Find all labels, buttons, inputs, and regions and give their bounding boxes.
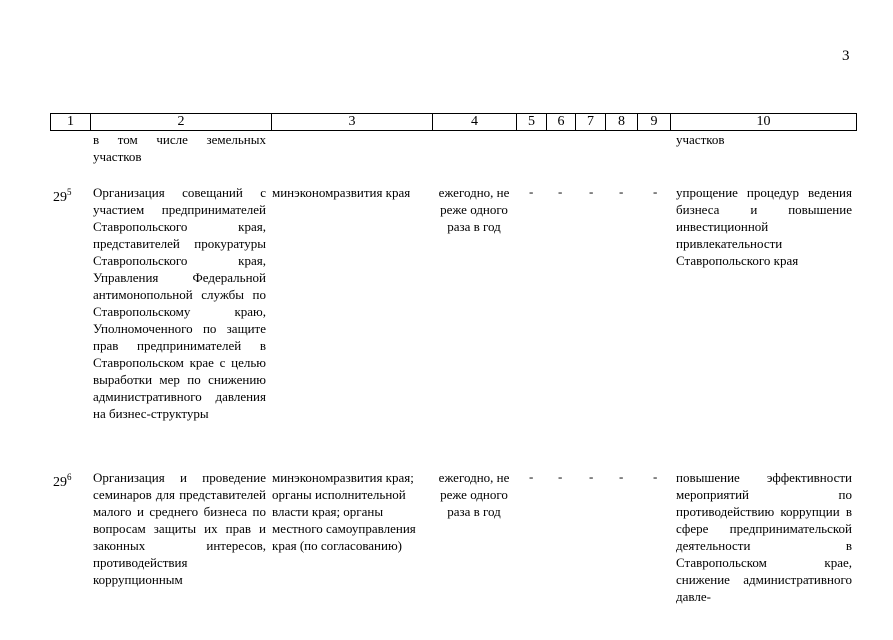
column-header-9: 9 xyxy=(638,114,671,131)
row-29-6-period: ежегодно, не реже одного раза в год xyxy=(438,470,510,519)
continuation-result-text: участков xyxy=(676,132,725,147)
column-header-10: 10 xyxy=(671,114,857,131)
column-header-table xyxy=(50,113,857,131)
row-29-5-period: ежегодно, не реже одного раза в год xyxy=(438,185,510,234)
page-number: 3 xyxy=(842,48,850,64)
row-29-5-col7-dash: - xyxy=(589,184,594,199)
row-29-6-result: повышение эффективности мероприятий по противодействию коррупции в сфере предпринимательской деятельности в Ставропольском крае, снижение административного давле- xyxy=(676,470,852,604)
row-29-6-col9-dash: - xyxy=(653,469,658,484)
row-29-5-measure: Организация совещаний с участием предпринимателей Ставропольского края, представителей прокуратуры Ставропольского края, Управления Федеральной антимонопольной службы по Ставропольскому краю, Уполномоченного по защите прав предпринимателей в Ставропольском крае с целью выработки мер по снижению административного давления на бизнес-структуры xyxy=(93,185,266,421)
column-header-2: 2 xyxy=(91,114,272,131)
row-29-6-measure: Организация и проведение семинаров для представителей малого и среднего бизнеса по вопросам защиты их прав и законных интересов, противодействия коррупционным xyxy=(93,470,266,587)
column-header-7: 7 xyxy=(576,114,606,131)
row-29-6-executor: минэкономразвития края; органы исполнительной власти края; органы местного самоуправления края (по согласованию) xyxy=(272,470,416,553)
column-header-8: 8 xyxy=(606,114,638,131)
row-29-6-col7-dash: - xyxy=(589,469,594,484)
row-29-6-col5-dash: - xyxy=(529,469,534,484)
column-header-1: 1 xyxy=(51,114,91,131)
column-header-3: 3 xyxy=(272,114,433,131)
row-29-5-col9-dash: - xyxy=(653,184,658,199)
column-header-5: 5 xyxy=(517,114,547,131)
row-29-5-col5-dash: - xyxy=(529,184,534,199)
row-29-5-executor: минэкономразвития края xyxy=(272,185,411,200)
row-29-6-col8-dash: - xyxy=(619,469,624,484)
continuation-measure-text: в том числе земельных участков xyxy=(93,132,266,164)
row-29-5-col8-dash: - xyxy=(619,184,624,199)
row-29-5-result: упрощение процедур ведения бизнеса и повышение инвестиционной привлекательности Ставропольского края xyxy=(676,185,852,268)
column-header-4: 4 xyxy=(433,114,517,131)
row-29-5-col6-dash: - xyxy=(558,184,563,199)
row-number-29-5: $29^5$ xyxy=(53,187,72,205)
row-number-29-6: $29^6$ xyxy=(53,472,72,490)
column-header-6: 6 xyxy=(547,114,576,131)
row-29-6-col6-dash: - xyxy=(558,469,563,484)
